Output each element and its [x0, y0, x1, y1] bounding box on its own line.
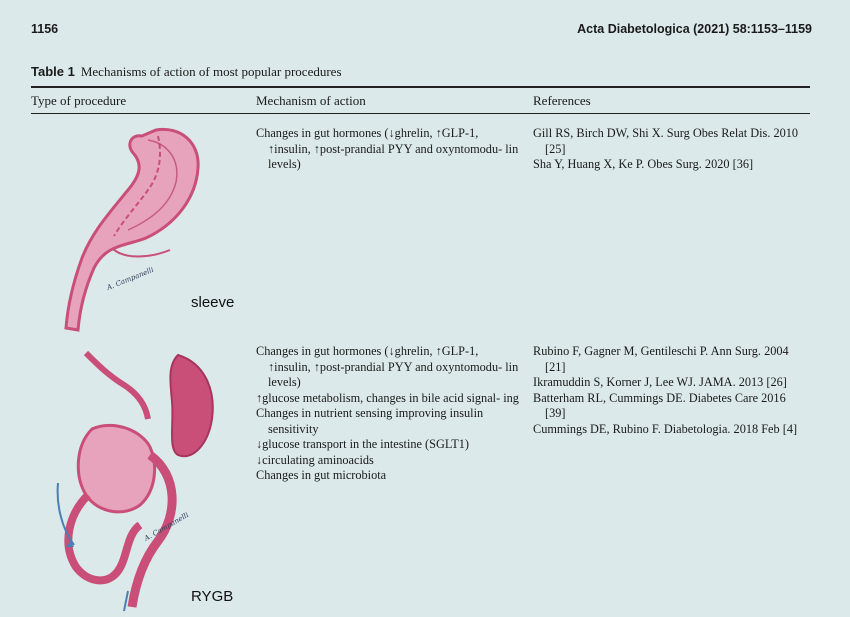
reference-item: Ikramuddin S, Korner J, Lee WJ. JAMA. 2013 [26] [533, 375, 787, 389]
sleeve-label: sleeve [191, 294, 235, 311]
rygb-figure [28, 345, 238, 617]
sleeve-pylorus-line [112, 248, 170, 257]
reference-item: Rubino F, Gagner M, Gentileschi P. Ann Surg. 2004 [21] [533, 344, 789, 374]
rygb-esophagus [86, 353, 148, 419]
mechanism-item: Changes in gut microbiota [256, 468, 387, 482]
journal-citation: Acta Diabetologica (2021) 58:1153–1159 [577, 22, 812, 36]
table-header-rule [31, 113, 810, 114]
column-header-references: References [533, 93, 591, 108]
sleeve-signature: A. Campanelli [105, 265, 155, 292]
reference-item: Sha Y, Huang X, Ke P. Obes Surg. 2020 [36] [533, 157, 754, 171]
rygb-label: RYGB [191, 588, 234, 605]
rygb-references-cell [533, 344, 805, 437]
mechanism-item: Changes in nutrient sensing improving insulin sensitivity [256, 406, 484, 436]
column-header-procedure: Type of procedure [31, 93, 127, 108]
reference-item: Batterham RL, Cummings DE. Diabetes Care 2016 [39] [533, 390, 786, 420]
mechanism-item: Changes in gut hormones (↓ghrelin, ↑GLP-1, ↑insulin, ↑post-prandial PYY and oxyntomodu- lin levels) [256, 344, 519, 389]
reference-item: Cummings DE, Rubino F. Diabetologia. 2018 Feb [4] [533, 421, 798, 436]
table-label: Table 1 [31, 64, 75, 79]
rygb-signature: A. Campanelli [143, 510, 191, 543]
mechanism-item: ↑glucose metabolism, changes in bile acid signal- ing [256, 390, 519, 405]
reference-item: Gill RS, Birch DW, Shi X. Surg Obes Relat Dis. 2010 [25] [533, 126, 799, 156]
page-number: 1156 [31, 22, 59, 36]
mechanism-item: ↓circulating aminoacids [256, 452, 374, 467]
table-top-rule [31, 86, 810, 88]
table-title: Mechanisms of action of most popular procedures [80, 64, 342, 79]
sleeve-references-cell [533, 126, 805, 173]
rygb-mechanism-cell [256, 344, 524, 484]
sleeve-mechanism-cell [256, 126, 524, 173]
mechanism-item: ↓glucose transport in the intestine (SGLT1) [256, 437, 469, 451]
mechanism-item: Changes in gut hormones (↓ghrelin, ↑GLP-1, ↑insulin, ↑post-prandial PYY and oxyntomodu- lin levels) [256, 126, 519, 171]
rygb-outflow-arrow [124, 591, 128, 611]
column-header-mechanism: Mechanism of action [256, 93, 366, 108]
sleeve-stomach-shape [66, 129, 198, 330]
rygb-gastric-pouch [170, 355, 212, 456]
table-caption [31, 64, 342, 80]
